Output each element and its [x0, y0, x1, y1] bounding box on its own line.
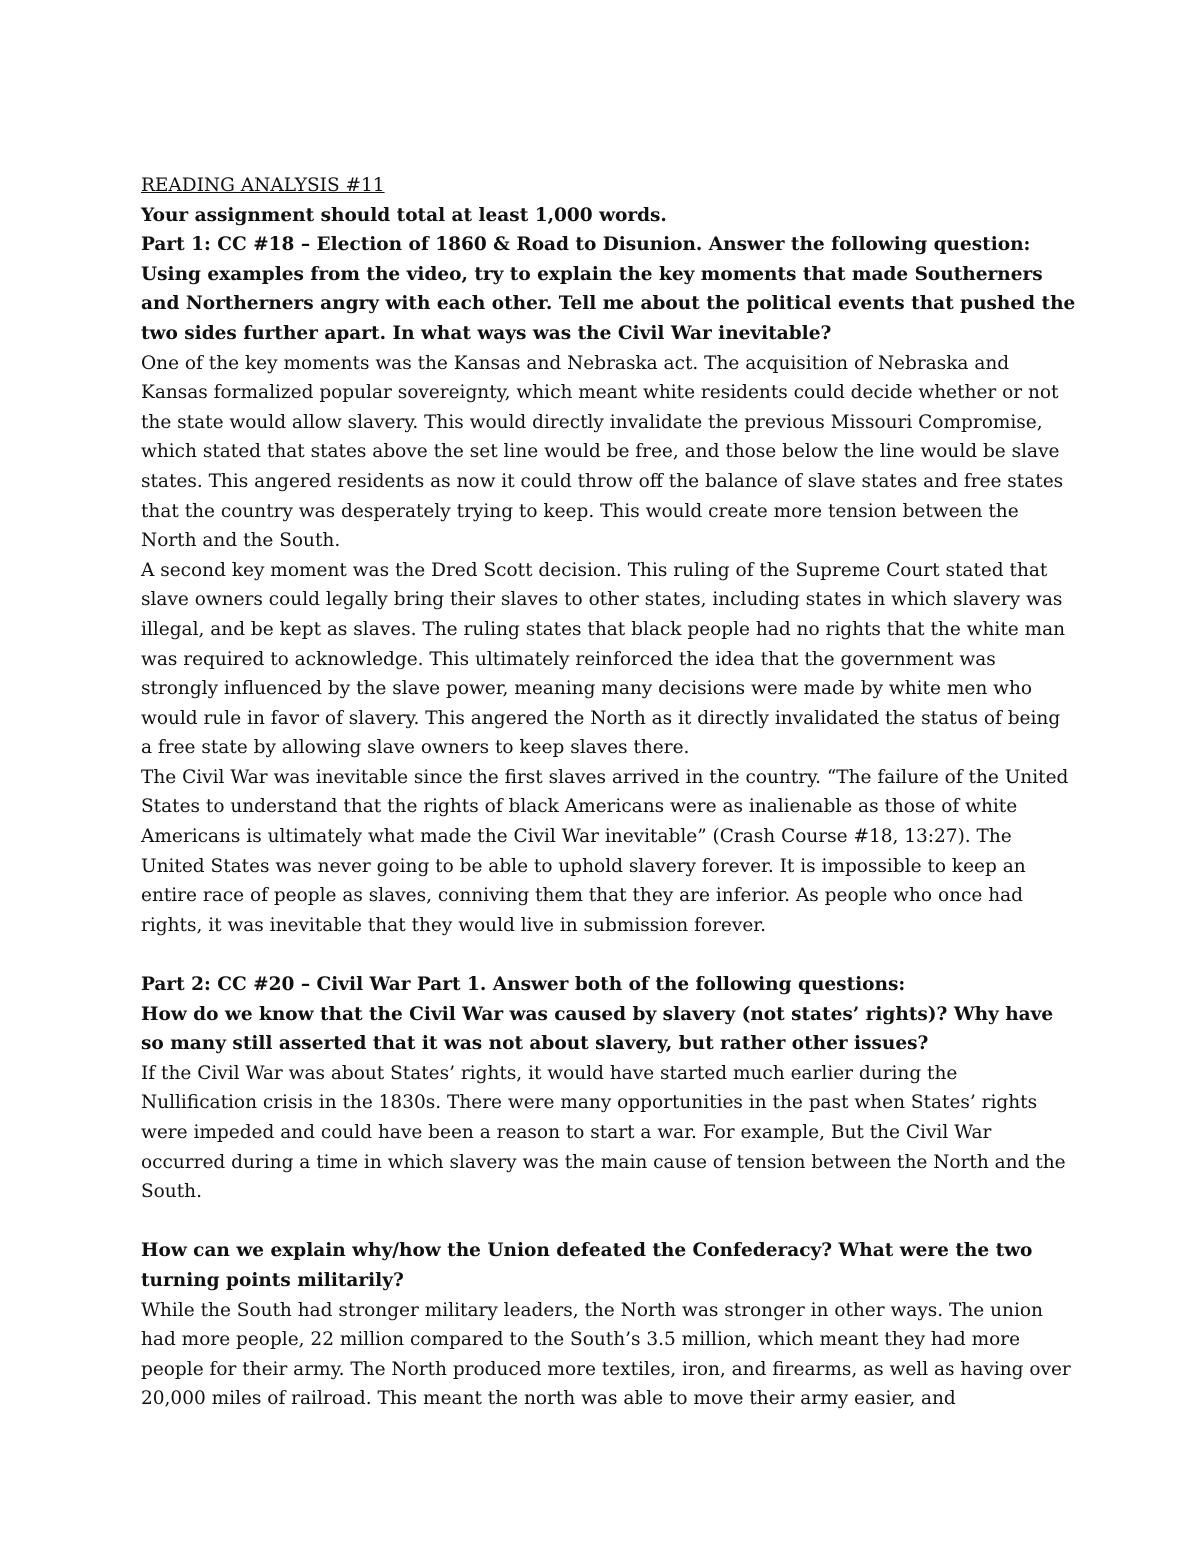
part2-answer-2: While the South had stronger military leaders, the North was stronger in other ways. The union had more people, 22 million compared to the South’s 3.5 million, which meant they had more people for their army. The North produced more textiles, iron, and firearms, as well as having over 20,000 miles of railroad. This meant the north was able to move their army easier, and	[141, 1299, 1071, 1410]
part2-question-1: How do we know that the Civil War was caused by slavery (not states’ rights)? Why have so many still asserted that it was not about slavery, but rather other issues?	[141, 1003, 1054, 1055]
part2-heading: Part 2: CC #20 – Civil War Part 1. Answer both of the following questions:	[141, 974, 906, 996]
document-page	[141, 171, 1076, 1414]
spacer	[141, 940, 1076, 970]
word-requirement: Your assignment should total at least 1,000 words.	[141, 204, 667, 226]
part1-paragraph: The Civil War was inevitable since the first slaves arrived in the country. “The failure of the United States to understand that the rights of black Americans were as inalienable as those of white Americans is ultimately what made the Civil War inevitable” (Crash Course #18, 13:27). The United States was never going to be able to uphold slavery forever. It is impossible to keep an entire race of people as slaves, conniving them that they are inferior. As people who once had rights, it was inevitable that they would live in submission forever.	[141, 766, 1069, 936]
document-title: READING ANALYSIS #11	[141, 175, 385, 196]
spacer	[141, 1207, 1076, 1237]
part2-question-2: How can we explain why/how the Union defeated the Confederacy? What were the two turning points militarily?	[141, 1240, 1033, 1291]
part1-paragraph: One of the key moments was the Kansas and Nebraska act. The acquisition of Nebraska and Kansas formalized popular sovereignty, which meant white residents could decide whether or not the state would allow slavery. This would directly invalidate the previous Missouri Compromise, which stated that states above the set line would be free, and those below the line would be slave states. This angered residents as now it could throw off the balance of slave states and free states that the country was desperately trying to keep. This would create more tension between the North and the South.	[141, 352, 1064, 552]
part1-paragraph: A second key moment was the Dred Scott decision. This ruling of the Supreme Court stated that slave owners could legally bring their slaves to other states, including states in which slavery was illegal, and be kept as slaves. The ruling states that black people had no rights that the white man was required to acknowledge. This ultimately reinforced the idea that the government was strongly influenced by the slave power, meaning many decisions were made by white men who would rule in favor of slavery. This angered the North as it directly invalidated the status of being a free state by allowing slave owners to keep slaves there.	[141, 559, 1066, 759]
part1-prompt: Part 1: CC #18 – Election of 1860 & Road to Disunion. Answer the following question: Using examples from the video, try to explain the key moments that made Southerners and Northerners angry with each other. Tell me about the political events that pushed the two sides further apart. In what ways was the Civil War inevitable?	[141, 234, 1076, 344]
part2-answer-1: If the Civil War was about States’ rights, it would have started much earlier during the Nullification crisis in the 1830s. There were many opportunities in the past when States’ rights were impeded and could have been a reason to start a war. For example, But the Civil War occurred during a time in which slavery was the main cause of tension between the North and the South.	[141, 1062, 1066, 1203]
